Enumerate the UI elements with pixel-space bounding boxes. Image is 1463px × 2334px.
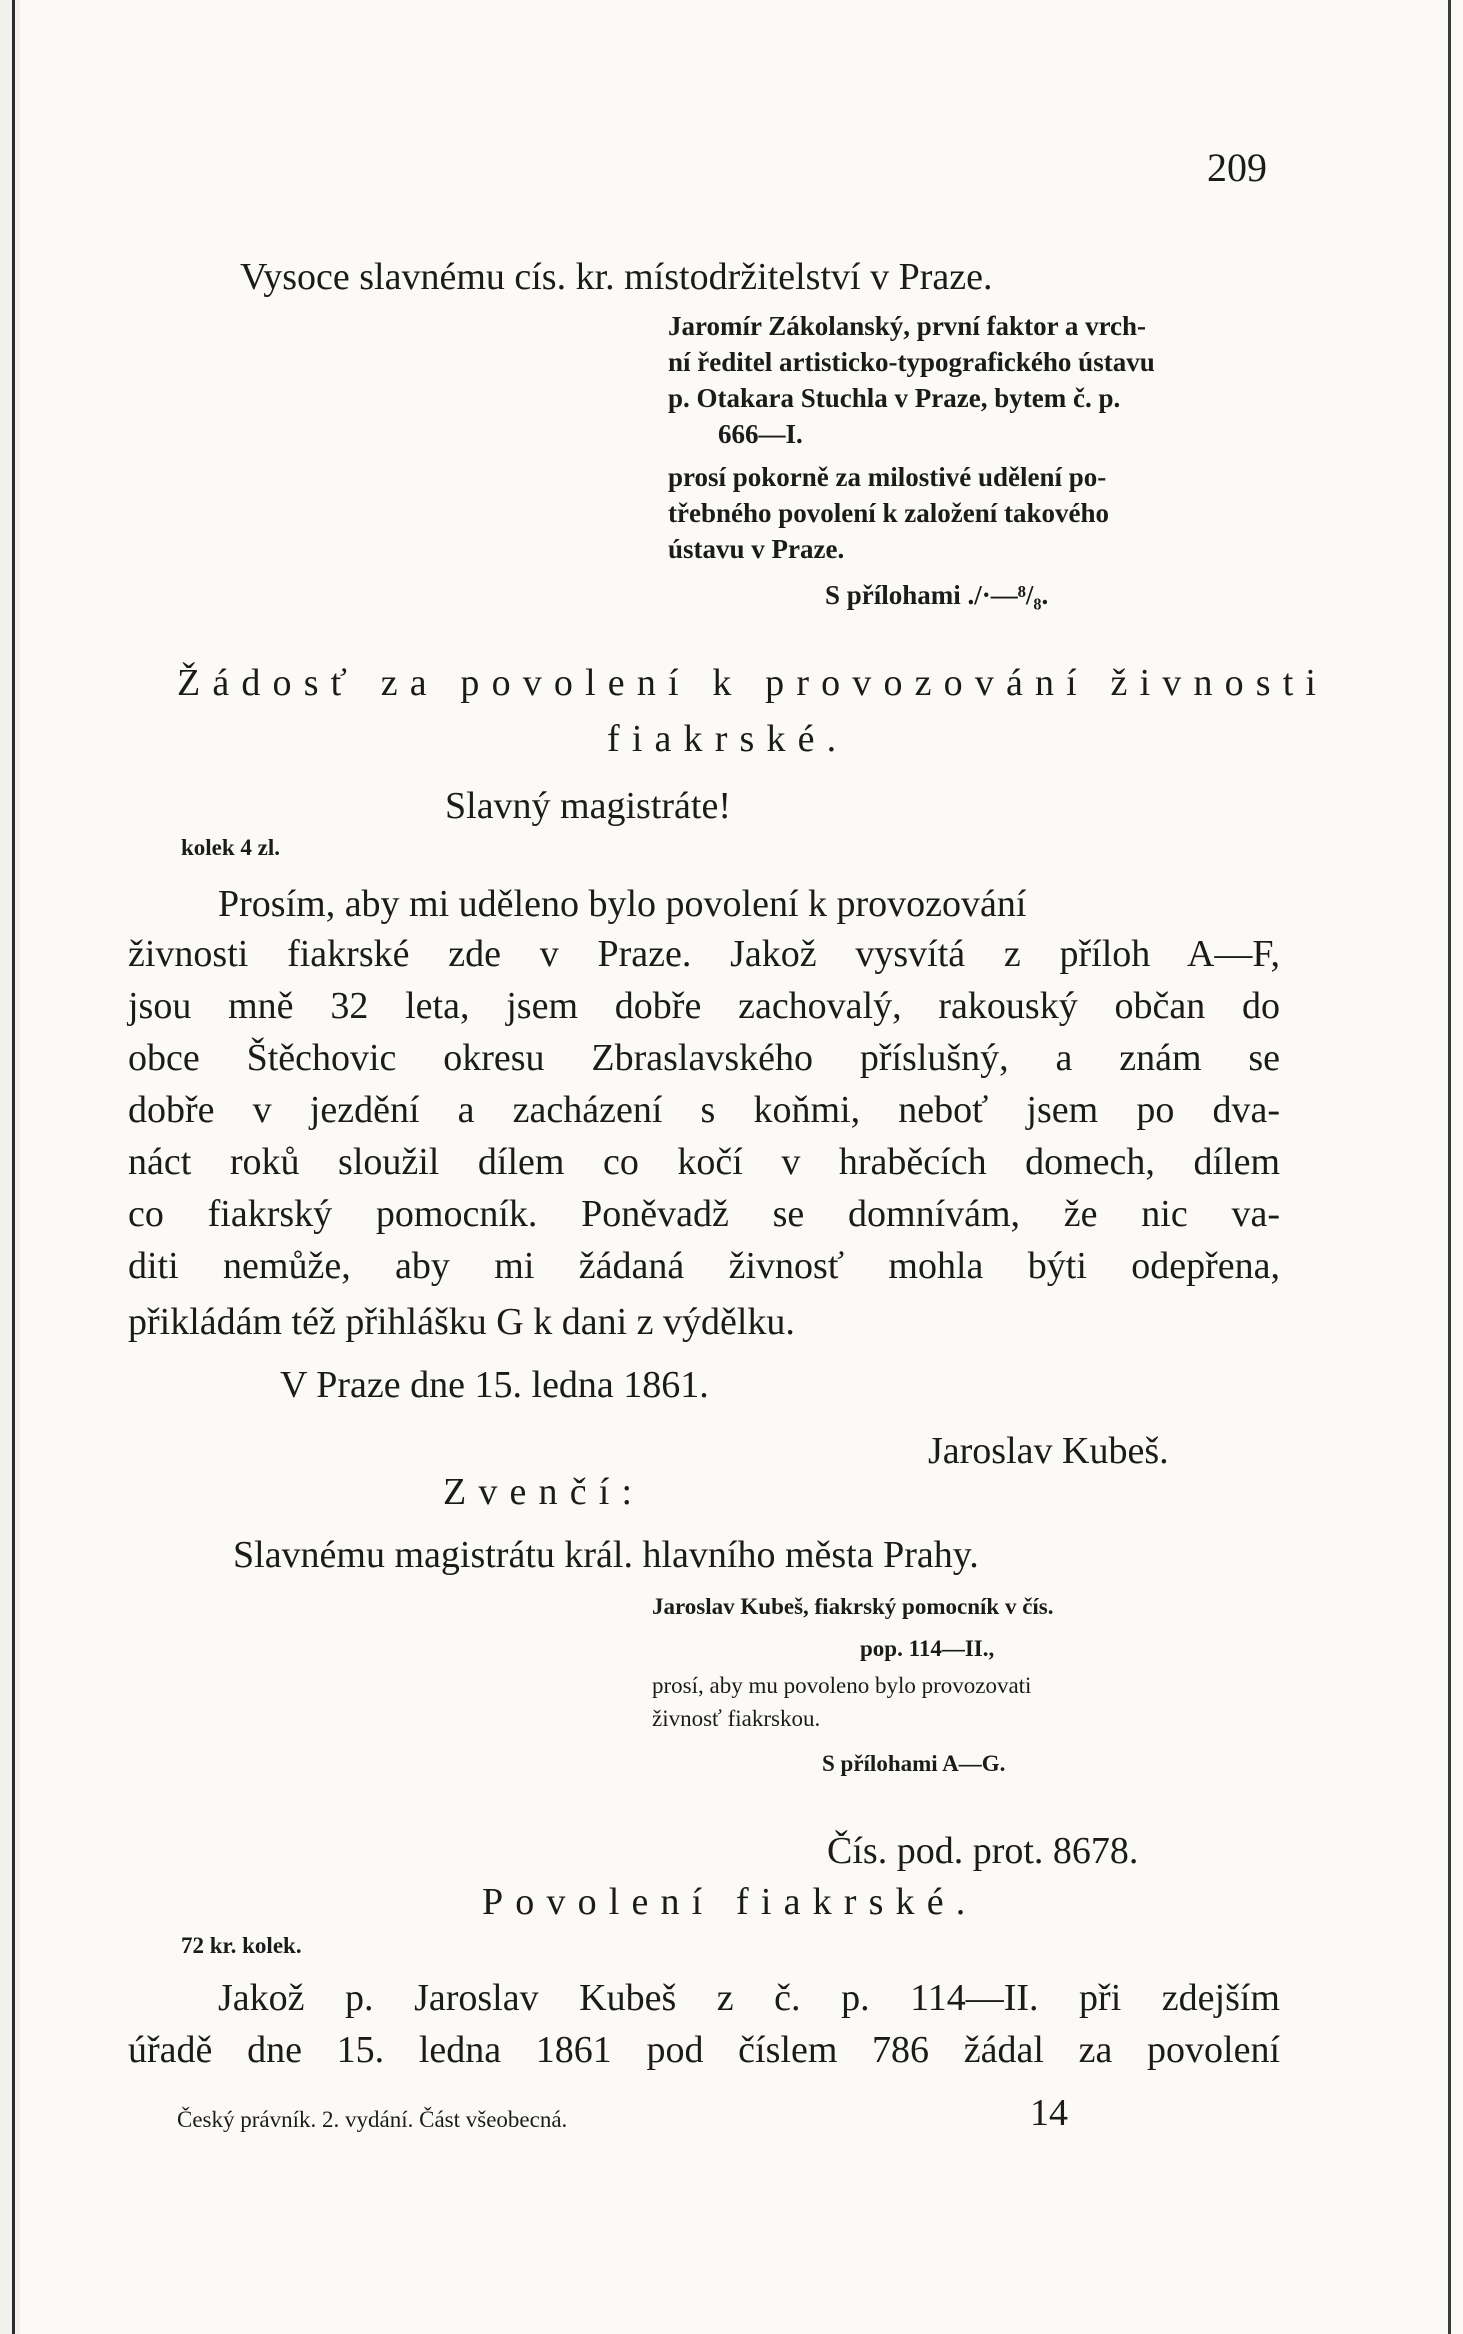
request-text-line: Prosím, aby mi uděleno bylo povolení k provozování bbox=[218, 883, 1027, 925]
petitioner-line: ní ředitel artisticko-typografického ústavu bbox=[668, 347, 1155, 377]
petitioner-line: prosí pokorně za milostivé udělení po- bbox=[668, 462, 1107, 492]
stamp-note: kolek 4 zl. bbox=[181, 835, 281, 860]
outside-block-line: Jaroslav Kubeš, fiakrský pomocník v čís. bbox=[652, 1594, 1054, 1619]
outside-block-line: prosí, aby mu povoleno bylo provozovati bbox=[652, 1673, 1032, 1698]
petitioner-line: Jaromír Zákolanský, první faktor a vrch- bbox=[668, 311, 1147, 341]
outside-address: Slavnému magistrátu král. hlavního města Prahy. bbox=[233, 1534, 979, 1576]
footer-signature: Český právník. 2. vydání. Část všeobecná. bbox=[177, 2107, 568, 2132]
petitioner-line: třebného povolení k založení takového bbox=[668, 498, 1110, 528]
binding-edge bbox=[12, 0, 15, 2334]
page-spine bbox=[0, 0, 20, 2334]
request-text-line: náct roků sloužil dílem co kočí v hraběcích domech, dílem bbox=[128, 1141, 1280, 1183]
request-text-line: obce Štěchovic okresu Zbraslavského příslušný, a znám se bbox=[128, 1037, 1280, 1079]
page-number: 209 bbox=[1207, 145, 1267, 190]
petitioner-line: p. Otakara Stuchla v Praze, bytem č. p. bbox=[668, 383, 1121, 413]
request-text-line: co fiakrský pomocník. Poněvadž se domnívám, že nic va- bbox=[128, 1193, 1280, 1235]
request-text-line: dobře v jezdění a zacházení s koňmi, neboť jsem po dva- bbox=[128, 1089, 1280, 1131]
request-text-line: jsou mně 32 leta, jsem dobře zachovalý, rakouský občan do bbox=[128, 985, 1280, 1027]
outside-block-line: pop. 114—II., bbox=[860, 1636, 995, 1661]
stamp-note: 72 kr. kolek. bbox=[181, 1933, 302, 1958]
page-edge bbox=[1448, 0, 1451, 2334]
protocol-number: Čís. pod. prot. 8678. bbox=[827, 1830, 1139, 1872]
request-text-line: živnosti fiakrské zde v Praze. Jakož vysvítá z příloh A—F, bbox=[128, 933, 1280, 975]
permit-text-line: úřadě dne 15. ledna 1861 pod číslem 786 žádal za povolení bbox=[128, 2029, 1280, 2071]
request-text-line: přikládám též přihlášku G k dani z výdělku. bbox=[128, 1301, 795, 1343]
signature: Jaroslav Kubeš. bbox=[928, 1430, 1169, 1472]
section-heading: fiakrské. bbox=[607, 718, 849, 760]
outside-attachments: S přílohami A—G. bbox=[822, 1751, 1006, 1776]
petitioner-line: 666—I. bbox=[718, 419, 803, 449]
permit-heading: Povolení fiakrské. bbox=[482, 1881, 978, 1923]
permit-text-line: Jakož p. Jaroslav Kubeš z č. p. 114—II. při zdejším bbox=[218, 1977, 1280, 2019]
attachments-note: S přílohami ./·—⁸/₈. bbox=[825, 580, 1049, 610]
outside-heading: Zvenčí: bbox=[443, 1471, 645, 1513]
date-line: V Praze dne 15. ledna 1861. bbox=[280, 1364, 709, 1406]
outside-block-line: živnosť fiakrskou. bbox=[652, 1706, 821, 1731]
salutation: Slavný magistráte! bbox=[445, 785, 731, 827]
address-header: Vysoce slavnému cís. kr. místodržitelství v Praze. bbox=[240, 256, 993, 298]
request-text-line: diti nemůže, aby mi žádaná živnosť mohla býti odepřena, bbox=[128, 1245, 1280, 1287]
footer-sheet-number: 14 bbox=[1030, 2092, 1068, 2134]
section-heading: Žádosť za povolení k provozování živnosti bbox=[177, 662, 1329, 704]
petitioner-line: ústavu v Praze. bbox=[668, 534, 845, 564]
